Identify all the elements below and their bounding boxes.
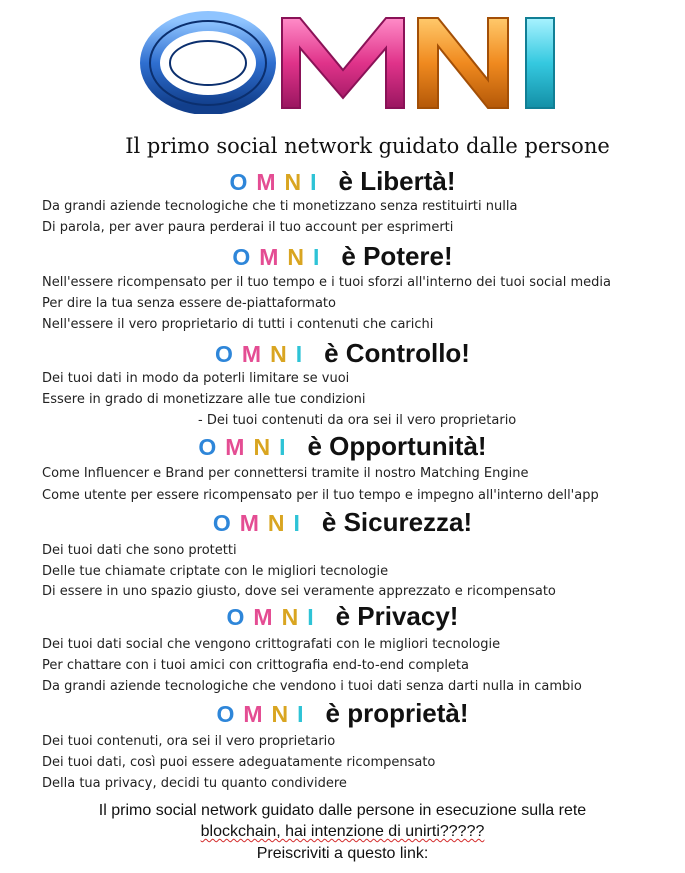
section-line: Dei tuoi dati che sono protetti (42, 543, 237, 558)
section-line: Essere in grado di monetizzare alle tue condizioni (42, 392, 366, 407)
footer-line-2 (0, 822, 685, 842)
section-line: Nell'essere ricompensato per il tuo tempo e i tuoi sforzi all'interno dei tuoi social media (42, 275, 611, 290)
brand-letter-n: N (271, 701, 289, 727)
section-title: è Potere! (341, 241, 453, 271)
brand-letter-n: N (281, 604, 299, 630)
brand-letter-o: O (212, 510, 231, 536)
section-line: Dei tuoi dati, così puoi essere adeguatamente ricompensato (42, 755, 436, 770)
section-line: Da grandi aziende tecnologiche che vendono i tuoi dati senza darti nulla in cambio (42, 679, 582, 694)
logo-letter-i (526, 18, 554, 108)
section-heading (0, 337, 685, 370)
section-line: Come Influencer e Brand per connettersi tramite il nostro Matching Engine (42, 466, 529, 481)
section-heading (0, 240, 685, 273)
brand-letter-o: O (226, 604, 245, 630)
section-line: Di parola, per aver paura perderai il tuo account per esprimerti (42, 220, 454, 235)
section-line: - Dei tuoi contenuti da ora sei il vero proprietario (198, 413, 517, 428)
section-heading (0, 506, 685, 539)
section-title: è Opportunità! (307, 431, 487, 461)
section-title: è proprietà! (325, 698, 469, 728)
section-line: Dei tuoi dati social che vengono crittografati con le migliori tecnologie (42, 637, 501, 652)
section-line: Da grandi aziende tecnologiche che ti monetizzano senza restituirti nulla (42, 199, 518, 214)
brand-letter-i: I (313, 244, 320, 270)
section-heading (0, 430, 685, 463)
section-title: è Controllo! (324, 338, 470, 368)
brand-letter-m: M (259, 244, 279, 270)
footer-line-2-text: blockchain, hai intenzione di unirti????? (200, 823, 485, 840)
brand-letter-o: O (198, 434, 217, 460)
section-heading (0, 600, 685, 633)
section-line: Come utente per essere ricompensato per il tuo tempo e impegno all'interno dell'app (42, 488, 599, 503)
brand-letter-n: N (270, 341, 287, 367)
brand-letter-i: I (297, 701, 304, 727)
section-line: Dei tuoi dati in modo da poterli limitare se vuoi (42, 371, 350, 386)
omni-logo (140, 8, 580, 114)
section-title: è Privacy! (335, 601, 459, 631)
section-line: Dei tuoi contenuti, ora sei il vero proprietario (42, 734, 336, 749)
brand-letter-n: N (253, 434, 271, 460)
section-line: Per chattare con i tuoi amici con crittografia end-to-end completa (42, 658, 469, 673)
section-heading (0, 165, 685, 198)
section-title: è Sicurezza! (321, 507, 473, 537)
section-heading (0, 697, 685, 730)
brand-letter-n: N (267, 510, 285, 536)
footer-line-1: Il primo social network guidato dalle persone in esecuzione sulla rete (98, 802, 587, 819)
section-line: Per dire la tua senza essere de-piattaformato (42, 296, 336, 311)
brand-letter-i: I (310, 169, 317, 195)
logo-letter-m (282, 18, 404, 108)
brand-letter-i: I (293, 510, 300, 536)
brand-letter-m: M (241, 341, 262, 367)
section-line: Nell'essere il vero proprietario di tutti i contenuti che carichi (42, 317, 434, 332)
brand-letter-m: M (253, 604, 273, 630)
section-line: Delle tue chiamate criptate con le migliori tecnologie (42, 564, 389, 579)
section-line: Della tua privacy, decidi tu quanto condividere (42, 776, 347, 791)
logo-letter-n (418, 18, 508, 108)
footer-line-3: Preiscriviti a questo link: (256, 845, 429, 862)
brand-letter-i: I (279, 434, 286, 460)
brand-letter-o: O (232, 244, 251, 270)
tagline: Il primo social network guidato dalle persone (125, 134, 610, 158)
brand-letter-n: N (284, 169, 302, 195)
brand-letter-m: M (256, 169, 276, 195)
brand-letter-m: M (239, 510, 259, 536)
brand-letter-m: M (243, 701, 263, 727)
brand-letter-i: I (295, 341, 303, 367)
brand-letter-o: O (216, 701, 235, 727)
brand-letter-m: M (225, 434, 245, 460)
section-title: è Libertà! (338, 166, 456, 196)
brand-letter-o: O (229, 169, 248, 195)
brand-letter-n: N (287, 244, 305, 270)
section-line: Di essere in uno spazio giusto, dove sei veramente apprezzato e ricompensato (42, 584, 556, 599)
brand-letter-i: I (307, 604, 314, 630)
brand-letter-o: O (215, 341, 233, 367)
